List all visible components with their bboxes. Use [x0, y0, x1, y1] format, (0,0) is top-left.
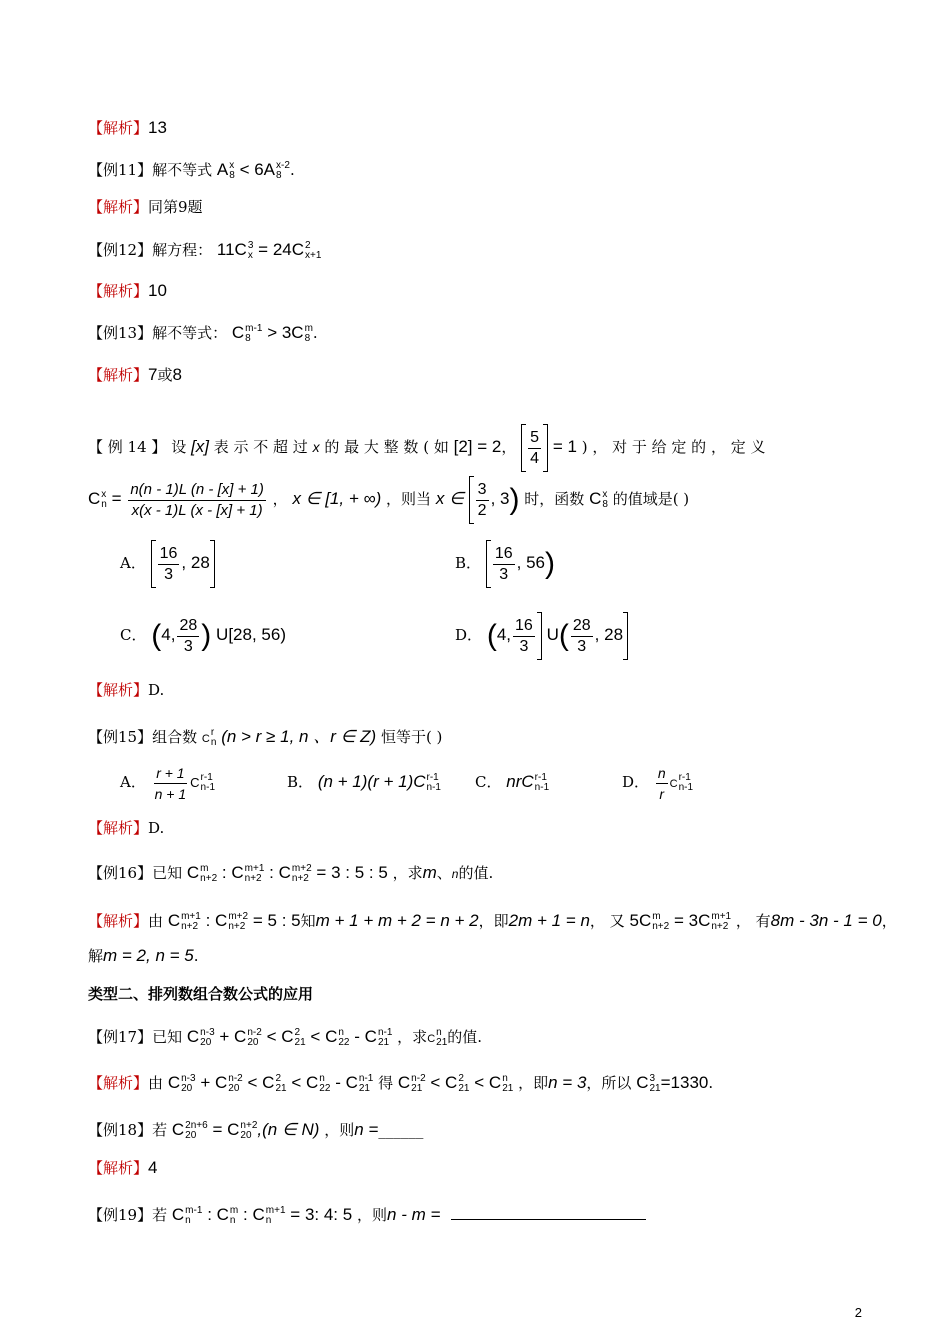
- option-label: D．: [455, 626, 483, 644]
- math: C: [186, 863, 200, 882]
- answer-text: 由: [148, 1074, 164, 1092]
- example-text: 的值.: [447, 1028, 483, 1046]
- e16-answer-cont: [88, 946, 199, 966]
- sup: m: [200, 863, 209, 874]
- sub: 21: [411, 1083, 423, 1094]
- e14-answer: [88, 680, 164, 700]
- math: < C: [266, 1027, 294, 1046]
- sup: n: [436, 1027, 442, 1038]
- sup: m-1: [245, 323, 263, 334]
- math: C: [167, 1073, 181, 1092]
- frac-den: 3: [577, 637, 587, 655]
- sup: n+2: [240, 1120, 258, 1131]
- sub: x+1: [305, 250, 322, 261]
- sup: 2: [294, 1027, 301, 1038]
- sub: 21: [502, 1083, 514, 1094]
- example-text: ，求: [392, 864, 423, 882]
- math: 5C: [629, 911, 652, 930]
- page-number: 2: [854, 1305, 862, 1320]
- example-label: 【 例 14 】: [88, 438, 167, 456]
- e18-answer: [88, 1158, 157, 1178]
- example-label: 【例12】: [88, 241, 153, 259]
- example-text: ，则当: [386, 490, 432, 508]
- option-b[interactable]: [287, 760, 441, 804]
- example-label: 【例13】: [88, 324, 153, 342]
- math: 2m + 1 = n: [508, 911, 590, 930]
- math: 56: [526, 553, 545, 572]
- math: = 3C: [673, 911, 711, 930]
- option-label: C．: [120, 626, 147, 644]
- punct: 、: [436, 864, 452, 882]
- sub: 20: [240, 1130, 252, 1141]
- answer-value: 8: [172, 365, 182, 384]
- math: C: [636, 1073, 649, 1092]
- frac-num: n: [656, 763, 668, 784]
- e17-answer: [88, 1068, 713, 1098]
- sub: x: [247, 250, 253, 261]
- frac-num: n(n - 1)L (n - [x] + 1): [128, 480, 266, 501]
- jiexi-label: 【解析】: [88, 681, 149, 699]
- math: : C: [207, 1205, 229, 1224]
- math: - C: [335, 1073, 358, 1092]
- answer-text: 得: [378, 1074, 394, 1092]
- e10-answer: [88, 118, 167, 138]
- math: + C: [219, 1027, 247, 1046]
- option-label: B．: [455, 554, 482, 572]
- sup: n: [338, 1027, 344, 1038]
- sup: n-2: [247, 1027, 262, 1038]
- sup: m+2: [228, 911, 249, 922]
- example-14-cont: C x n = $\frac{n(n - 1)L (n - [x] + 1)}{x(x - 1)L (x - [x] + 1)}$ ， x ∈ [1, + ∞) ，则当 x ∈ $\frac{3}{2}$ , 3) 时，函数 C x 8 的值域是( ): [88, 476, 689, 524]
- math: 28: [190, 553, 210, 572]
- frac-num: 16: [158, 544, 180, 565]
- example-text: 的值.: [458, 864, 494, 882]
- sup: r-1: [426, 772, 439, 783]
- option-c[interactable]: [475, 760, 549, 804]
- sub: 8: [304, 333, 311, 344]
- frac-num: 16: [493, 544, 515, 565]
- example-text: ) ， 对 于 给 定 的 ， 定 义: [581, 438, 766, 456]
- frac-num: 3: [476, 480, 489, 501]
- example-text: 恒等于( ): [380, 728, 443, 746]
- example-label: 【例18】: [88, 1121, 153, 1139]
- sup: n: [319, 1073, 325, 1084]
- sub: 21: [436, 1037, 448, 1048]
- example-label: 【例19】: [88, 1206, 153, 1224]
- answer-value: 同第9题: [148, 198, 203, 216]
- example-17: [88, 1022, 482, 1054]
- sub: 21: [275, 1083, 287, 1094]
- example-text: 已知: [152, 864, 183, 882]
- sub: 20: [228, 1083, 240, 1094]
- jiexi-label: 【解析】: [88, 366, 149, 384]
- punct: .: [708, 1074, 714, 1092]
- sub: 8: [245, 333, 251, 344]
- answer-text: 解: [88, 947, 104, 965]
- punct: ，: [272, 490, 288, 508]
- sup: r: [210, 727, 215, 738]
- sup: m+1: [711, 911, 732, 922]
- frac-num: 28: [571, 616, 593, 637]
- sub: n: [229, 1215, 236, 1226]
- jiexi-label: 【解析】: [88, 1074, 149, 1092]
- frac-den: 3: [183, 637, 193, 655]
- sup: m: [652, 911, 661, 922]
- math: < C: [291, 1073, 319, 1092]
- e11-answer: [88, 197, 203, 217]
- punct: .: [289, 161, 295, 179]
- math: nrC: [506, 772, 534, 791]
- sub: n: [185, 1215, 191, 1226]
- jiexi-label: 【解析】: [88, 282, 149, 300]
- sub: n-1: [200, 782, 215, 793]
- math: C: [201, 733, 210, 745]
- sup: m+1: [181, 911, 201, 922]
- sup: n-3: [200, 1027, 215, 1038]
- example-label: 【例16】: [88, 864, 153, 882]
- sub: 21: [294, 1037, 306, 1048]
- example-19: [88, 1200, 646, 1230]
- sup: m: [304, 323, 313, 334]
- example-text: 若: [152, 1206, 168, 1224]
- example-16: [88, 858, 493, 889]
- sup: r-1: [200, 772, 213, 783]
- math: C: [231, 323, 245, 342]
- punct: .: [312, 324, 318, 342]
- math: C: [171, 1120, 185, 1139]
- frac-den: n + 1: [154, 785, 187, 802]
- example-11: [88, 160, 295, 181]
- sup: 2n+6: [185, 1120, 208, 1131]
- math: n =: [354, 1120, 379, 1139]
- math: m: [422, 863, 437, 882]
- sub: 22: [338, 1037, 350, 1048]
- option-a[interactable]: A． $\frac{16}{3}$ , 28: [120, 538, 215, 588]
- example-text: 已知: [152, 1028, 183, 1046]
- option-a[interactable]: [120, 760, 215, 805]
- sub: n: [265, 1215, 272, 1226]
- option-d[interactable]: [622, 760, 693, 806]
- sub: 21: [358, 1083, 370, 1094]
- example-text: 解不等式：: [152, 324, 228, 342]
- sup: 2: [458, 1073, 464, 1084]
- sub: n: [210, 737, 217, 748]
- math: C: [88, 489, 101, 508]
- sub: n+2: [652, 921, 670, 932]
- answer-value: 7: [148, 365, 158, 384]
- sup: n-1: [377, 1027, 393, 1038]
- sup: x-2: [276, 160, 290, 171]
- example-text: ，则: [324, 1121, 355, 1139]
- math: 28, 56: [233, 625, 281, 644]
- sup: 3: [649, 1073, 656, 1084]
- sub: n+2: [244, 873, 262, 884]
- math: (n > r ≥ 1, n 、r ∈ Z): [221, 727, 377, 746]
- jiexi-label: 【解析】: [88, 819, 149, 837]
- example-text: 解不等式: [152, 161, 213, 179]
- math: U: [216, 625, 229, 644]
- example-label: 【例15】: [88, 728, 153, 746]
- option-label: A．: [120, 773, 146, 791]
- punct: ，: [881, 912, 897, 930]
- math: n: [451, 867, 459, 881]
- math: = 5 : 5: [252, 911, 301, 930]
- math: : C: [221, 863, 244, 882]
- sub: n+2: [711, 921, 729, 932]
- math: C: [427, 1033, 436, 1045]
- sub: 8: [229, 170, 235, 181]
- math: U: [546, 625, 559, 644]
- math: + C: [200, 1073, 228, 1092]
- math: ,(n ∈ N): [257, 1120, 320, 1139]
- example-text: ，则: [357, 1206, 388, 1224]
- option-label: A．: [120, 554, 146, 572]
- sup: x: [229, 160, 235, 171]
- jiexi-label: 【解析】: [88, 912, 149, 930]
- math: < C: [247, 1073, 275, 1092]
- sub: 20: [185, 1130, 197, 1141]
- math: C: [190, 775, 200, 790]
- math: < C: [430, 1073, 458, 1092]
- e12-answer: [88, 281, 167, 301]
- math: C: [186, 1027, 200, 1046]
- math: < 6A: [239, 160, 276, 179]
- math: 28: [604, 625, 624, 644]
- sub: n: [101, 499, 107, 510]
- sup: n-1: [358, 1073, 374, 1084]
- sup: x: [101, 489, 107, 500]
- sup: n: [502, 1073, 508, 1084]
- answer-blank[interactable]: ______: [378, 1121, 424, 1139]
- example-14: [88, 424, 862, 472]
- answer-blank[interactable]: [451, 1219, 646, 1220]
- sup: n-2: [411, 1073, 426, 1084]
- answer-text: ，即: [518, 1074, 549, 1092]
- frac-num: r + 1: [154, 763, 186, 784]
- math: =1330: [660, 1073, 709, 1092]
- math: = 1: [552, 437, 577, 456]
- frac-num: 28: [177, 616, 199, 637]
- math: = 3: 4: 5: [290, 1205, 353, 1224]
- math: C: [589, 489, 602, 508]
- math: (n + 1)(r + 1)C: [317, 772, 426, 791]
- math: m + 1 + m + 2 = n + 2: [315, 911, 479, 930]
- answer-text: ， 有: [735, 912, 771, 930]
- sup: m: [229, 1205, 239, 1216]
- e16-answer: [88, 906, 897, 936]
- math: , 3: [490, 489, 510, 508]
- sub: 22: [319, 1083, 331, 1094]
- answer-text: ，所以: [586, 1074, 632, 1092]
- example-18: [88, 1115, 423, 1145]
- sup: m-1: [185, 1205, 203, 1216]
- punct: .: [193, 947, 199, 965]
- sub: 21: [377, 1037, 390, 1048]
- frac-num: 16: [513, 616, 535, 637]
- sub: 20: [181, 1083, 193, 1094]
- answer-text: 知: [300, 912, 316, 930]
- math: : C: [269, 863, 291, 882]
- jiexi-label: 【解析】: [88, 119, 149, 137]
- example-label: 【例11】: [88, 161, 153, 179]
- sup: 2: [305, 240, 311, 251]
- sup: m+1: [244, 863, 265, 874]
- frac-den: x(x - 1)L (x - [x] + 1): [131, 501, 263, 519]
- example-12: [88, 240, 321, 261]
- math: = 24C: [258, 240, 305, 259]
- example-15: [88, 722, 442, 754]
- answer-value: 4: [148, 1158, 158, 1177]
- math: =: [111, 489, 122, 508]
- option-label: C．: [475, 773, 502, 791]
- answer-value: 13: [148, 118, 167, 137]
- frac-den: 3: [164, 565, 173, 583]
- option-c[interactable]: C． (4, $\frac{28}{3}$ ) U[28, 56): [120, 616, 286, 655]
- answer-value: D.: [148, 681, 165, 699]
- frac-den: 2: [477, 501, 487, 519]
- math: = C: [212, 1120, 240, 1139]
- option-d[interactable]: D． (4, $\frac{16}{3}$ U( $\frac{28}{3}$ , 28: [455, 610, 628, 661]
- sup: 3: [247, 240, 254, 251]
- example-label: 【例17】: [88, 1028, 153, 1046]
- example-text: 解方程：: [152, 241, 213, 259]
- option-label: B．: [287, 773, 314, 791]
- example-text: 设: [171, 438, 187, 456]
- math: > 3C: [267, 323, 304, 342]
- math: A: [216, 160, 229, 179]
- option-b[interactable]: B． $\frac{16}{3}$ , 56): [455, 538, 555, 589]
- example-text: 时，函数: [524, 490, 585, 508]
- math: x ∈ [1, + ∞): [292, 489, 382, 508]
- answer-value: D.: [148, 819, 165, 837]
- sub: 8: [276, 170, 282, 181]
- math: < C: [310, 1027, 338, 1046]
- sup: n-3: [181, 1073, 196, 1084]
- example-13: [88, 323, 318, 344]
- frac-den: r: [659, 785, 665, 802]
- example-text: ，求: [397, 1028, 428, 1046]
- sup: m+2: [291, 863, 312, 874]
- example-text: 若: [152, 1121, 168, 1139]
- math: = 3 : 5 : 5: [316, 863, 388, 882]
- sup: x: [602, 489, 608, 500]
- sup: n-2: [228, 1073, 243, 1084]
- e13-answer: [88, 365, 182, 385]
- sub: 8: [602, 499, 608, 510]
- answer-text: 由: [148, 912, 164, 930]
- punct: ，: [501, 438, 517, 456]
- example-text: 的值域是( ): [612, 490, 690, 508]
- answer-text: ， 又: [589, 912, 625, 930]
- sup: m+1: [265, 1205, 286, 1216]
- math: C: [167, 911, 181, 930]
- math: [2] = 2: [453, 437, 502, 456]
- math: n - m =: [387, 1205, 441, 1224]
- jiexi-label: 【解析】: [88, 1159, 149, 1177]
- answer-value: 10: [148, 281, 167, 300]
- example-text: 组合数: [152, 728, 198, 746]
- example-text: 表 示 不 超 过: [213, 438, 308, 456]
- math: x ∈: [435, 489, 464, 508]
- sub: n-1: [534, 782, 550, 793]
- math: [x]: [190, 437, 209, 456]
- math: 4,: [161, 625, 176, 644]
- math: x: [312, 439, 320, 455]
- sub: n+2: [200, 873, 218, 884]
- answer-text: ，即: [478, 912, 509, 930]
- frac-den: 4: [530, 449, 540, 467]
- option-label: D．: [622, 773, 650, 791]
- example-text: 的 最 大 整 数 ( 如: [324, 438, 449, 456]
- math: 4,: [496, 625, 511, 644]
- sub: 21: [458, 1083, 470, 1094]
- sub: n+2: [181, 921, 199, 932]
- math: m = 2, n = 5: [103, 946, 194, 965]
- section-heading: 类型二、排列数组合数公式的应用: [88, 985, 314, 1003]
- jiexi-label: 【解析】: [88, 198, 149, 216]
- math: - C: [354, 1027, 377, 1046]
- frac-den: 3: [519, 637, 529, 655]
- sub: n+2: [228, 921, 246, 932]
- sup: 2: [275, 1073, 281, 1084]
- math: C: [397, 1073, 411, 1092]
- math: n = 3: [548, 1073, 587, 1092]
- sup: r-1: [534, 772, 547, 783]
- e15-answer: [88, 818, 164, 838]
- frac-den: 3: [499, 565, 509, 583]
- sub: 20: [200, 1037, 212, 1048]
- math: C: [171, 1205, 185, 1224]
- sub: 21: [649, 1083, 661, 1094]
- frac-num: 5: [528, 428, 541, 449]
- sup: r-1: [678, 772, 691, 783]
- math: < C: [474, 1073, 502, 1092]
- math: 11C: [216, 240, 247, 259]
- sub: n+2: [291, 873, 309, 884]
- sub: n-1: [678, 782, 694, 793]
- answer-text: 或: [157, 366, 173, 384]
- math: : C: [243, 1205, 265, 1224]
- math: 8m - 3n - 1 = 0: [770, 911, 882, 930]
- sub: 20: [247, 1037, 259, 1048]
- math: : C: [205, 911, 228, 930]
- math: C: [669, 778, 678, 790]
- sub: n-1: [426, 782, 441, 793]
